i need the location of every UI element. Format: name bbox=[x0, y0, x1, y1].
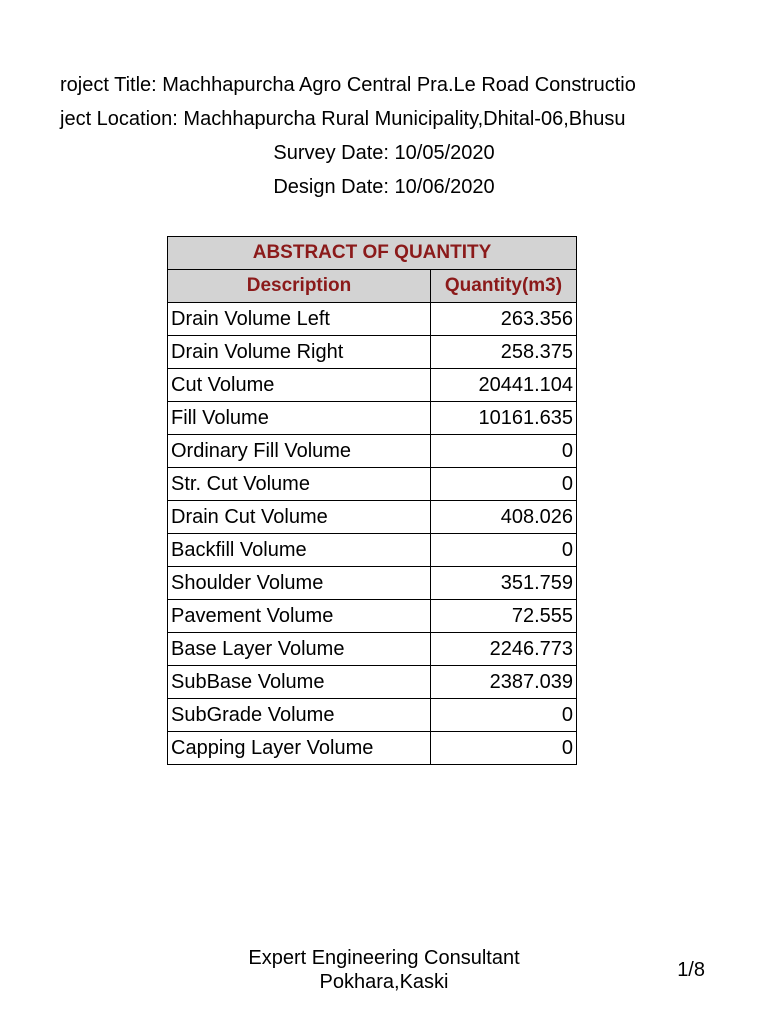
table-row bbox=[168, 534, 577, 567]
row-description: Backfill Volume bbox=[168, 534, 431, 567]
table-row bbox=[168, 369, 577, 402]
page-number: 1/8 bbox=[677, 959, 705, 981]
project-location: ject Location: Machhapurcha Rural Municipality,Dhital-06,Bhusu bbox=[60, 108, 626, 130]
table-body bbox=[168, 303, 577, 765]
row-quantity: 351.759 bbox=[431, 567, 577, 600]
abstract-of-quantity-table bbox=[167, 236, 577, 765]
footer-company: Expert Engineering Consultant bbox=[248, 947, 520, 969]
table-row bbox=[168, 732, 577, 765]
row-description: Shoulder Volume bbox=[168, 567, 431, 600]
design-date: Design Date: 10/06/2020 bbox=[273, 176, 495, 198]
row-quantity: 408.026 bbox=[431, 501, 577, 534]
row-quantity: 72.555 bbox=[431, 600, 577, 633]
project-title: roject Title: Machhapurcha Agro Central Pra.Le Road Constructio bbox=[60, 74, 636, 96]
table-row bbox=[168, 501, 577, 534]
table-row bbox=[168, 666, 577, 699]
row-description: SubGrade Volume bbox=[168, 699, 431, 732]
table-row bbox=[168, 303, 577, 336]
table-row bbox=[168, 600, 577, 633]
row-description: Str. Cut Volume bbox=[168, 468, 431, 501]
row-quantity: 0 bbox=[431, 699, 577, 732]
row-quantity: 0 bbox=[431, 732, 577, 765]
column-header-quantity: Quantity(m3) bbox=[431, 270, 577, 303]
table-row bbox=[168, 567, 577, 600]
row-description: Drain Volume Left bbox=[168, 303, 431, 336]
row-quantity: 10161.635 bbox=[431, 402, 577, 435]
table-title: ABSTRACT OF QUANTITY bbox=[168, 237, 577, 270]
row-description: Ordinary Fill Volume bbox=[168, 435, 431, 468]
row-quantity: 258.375 bbox=[431, 336, 577, 369]
row-quantity: 0 bbox=[431, 435, 577, 468]
row-description: Capping Layer Volume bbox=[168, 732, 431, 765]
row-description: Drain Cut Volume bbox=[168, 501, 431, 534]
row-quantity: 2246.773 bbox=[431, 633, 577, 666]
table-title-row bbox=[168, 237, 577, 270]
row-quantity: 0 bbox=[431, 534, 577, 567]
row-description: Pavement Volume bbox=[168, 600, 431, 633]
row-quantity: 263.356 bbox=[431, 303, 577, 336]
footer-location: Pokhara,Kaski bbox=[319, 971, 449, 993]
survey-date: Survey Date: 10/05/2020 bbox=[273, 142, 495, 164]
row-description: Base Layer Volume bbox=[168, 633, 431, 666]
table-row bbox=[168, 435, 577, 468]
table-row bbox=[168, 336, 577, 369]
row-quantity: 2387.039 bbox=[431, 666, 577, 699]
table-row bbox=[168, 699, 577, 732]
column-header-description: Description bbox=[168, 270, 431, 303]
row-quantity: 0 bbox=[431, 468, 577, 501]
table-row bbox=[168, 402, 577, 435]
table-row bbox=[168, 468, 577, 501]
table-row bbox=[168, 633, 577, 666]
row-description: Fill Volume bbox=[168, 402, 431, 435]
row-description: SubBase Volume bbox=[168, 666, 431, 699]
row-description: Cut Volume bbox=[168, 369, 431, 402]
row-description: Drain Volume Right bbox=[168, 336, 431, 369]
table-header-row bbox=[168, 270, 577, 303]
row-quantity: 20441.104 bbox=[431, 369, 577, 402]
